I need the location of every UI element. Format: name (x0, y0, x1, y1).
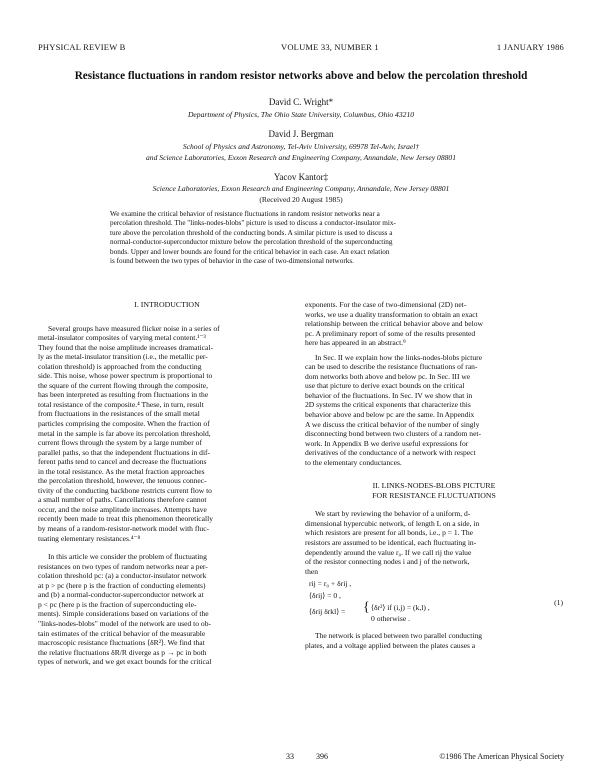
text-line: tuating elementary resistances.⁴⁻⁸ (38, 533, 141, 543)
text-line: from fluctuations in the resistances of the small metal (38, 409, 200, 419)
right-paragraph-3 (305, 509, 563, 576)
text-line: ments). Simple considerations based on variations of the (38, 609, 209, 619)
text-line: the percolation threshold, however, the tenuous connec- (38, 476, 207, 486)
text-line: dom networks both above and below pc. In Sec. III we (305, 371, 471, 381)
abstract-line: ture above the percolation threshold of the conducting bonds. A similar picture is used to discuss a (110, 228, 393, 237)
text-line: metal in the sample is far above its percolation threshold, (38, 428, 211, 438)
text-line: here has appeared in an abstract.⁹ (305, 338, 406, 348)
text-line: particles comprising the composite. When the fraction of (38, 419, 210, 429)
text-line: relationship between the critical behavior above and below (305, 319, 483, 329)
right-paragraph-4 (305, 631, 563, 650)
text-line: resistances on two types of random networks near a per- (38, 561, 208, 571)
text-line: then (305, 566, 318, 576)
text-line: by means of a random-resistor-network model with fluc- (38, 524, 210, 534)
text-line: dependently around the value r₀. If we call rij the value (305, 547, 472, 557)
received-date: (Received 20 August 1985) (259, 195, 343, 204)
text-line: has been interpreted as resulting from fluctuations in the (38, 390, 209, 400)
author-name: David C. Wright* (268, 97, 334, 107)
text-line: parallel paths, so that the independent fluctuations in dif- (38, 447, 211, 457)
text-line: tivity of the conducting backbone restricts current flow to (38, 485, 212, 495)
text-line: occur, and the noise amplitude increases. Attempts have (38, 504, 207, 514)
equation-1 (305, 579, 563, 631)
text-line: the square of the current flowing through the composite, (38, 380, 208, 390)
footer-volume: 33 (286, 752, 294, 761)
text-line: current flows through the system by a large number of (38, 438, 202, 448)
text-line: "links-nodes-blobs" model of the network are used to ob- (38, 618, 211, 628)
text-line: behavior of the fluctuations. In Sec. IV we show that in (305, 390, 473, 400)
section-heading-links-nodes-blobs-line2: FOR RESISTANCE FLUCTUATIONS (372, 490, 496, 500)
right-paragraph-1 (305, 300, 563, 348)
text-line: ferent paths tend to cancel and decrease the fluctuations (38, 457, 207, 467)
equation-number: (1) (554, 598, 563, 608)
text-line: types of network, and we get exact bounds for the critical (38, 657, 212, 667)
text-line: disconnecting bond between two clusters of a random net- (305, 429, 482, 439)
text-line: pc. A preliminary report of some of the results presented (305, 328, 476, 338)
text-line: We start by reviewing the behavior of a uniform, d- (315, 509, 471, 519)
text-line: metal-insulator composites of varying metal content.¹⁻³ (38, 333, 206, 343)
text-line: derivatives of the conductance of a network with respect (305, 448, 476, 458)
equation-line: ⟨δrij δrkl⟩ = (309, 607, 346, 617)
left-column (38, 300, 296, 667)
text-line: work. In Appendix B we derive useful expressions for (305, 438, 469, 448)
equation-case: ⟨δr²⟩ if (i,j) = (k,l) , (371, 603, 430, 613)
equation-case: 0 otherwise . (371, 614, 411, 624)
text-line: which resistors are present for all bonds, i.e., p = 1. The (305, 528, 474, 538)
abstract-line: bonds. Upper and lower bounds are found for the critical behavior in each case. An exact relation (110, 247, 390, 256)
text-line: They found that the noise amplitude increases dramatical- (38, 342, 213, 352)
text-line: to the elementary conductances. (305, 457, 402, 467)
text-line: Several groups have measured flicker noise in a series of (48, 323, 220, 333)
text-line: The network is placed between two parallel conducting (315, 631, 483, 641)
abstract (110, 210, 538, 266)
author-name: David J. Bergman (268, 129, 334, 139)
text-line: colation threshold) is approached from the conducting (38, 361, 202, 371)
section-heading-links-nodes-blobs: II. LINKS-NODES-BLOBS PICTURE (372, 481, 496, 491)
text-line: macroscopic resistance fluctuations ⟨δR²⟩. We find that (38, 638, 205, 648)
footer-page-number: 396 (316, 752, 328, 761)
text-line: of the resistor connecting nodes i and j of the network, (305, 557, 470, 567)
abstract-line: is found between the two types of behavior in the case of two-dimensional networks. (110, 257, 354, 266)
text-line: plates, and a voltage applied between the plates causes a (305, 640, 476, 650)
text-line: In Sec. II we explain how the links-nodes-blobs picture (315, 352, 483, 362)
text-line: 2D systems the critical exponents that characterize this (305, 400, 471, 410)
author-name: Yacov Kantor‡ (273, 172, 329, 182)
text-line: colation threshold pc: (a) a conductor-insulator network (38, 571, 207, 581)
volume-number: VOLUME 33, NUMBER 1 (281, 42, 379, 52)
author-affiliation: Department of Physics, The Ohio State University, Columbus, Ohio 43210 (187, 110, 415, 119)
text-line: recently been made to treat this phenomenon theoretically (38, 514, 213, 524)
text-line: In this article we consider the problem of fluctuating (48, 552, 207, 562)
text-line: can be used to describe the resistance fluctuations of ran- (305, 362, 478, 372)
issue-date: 1 JANUARY 1986 (496, 42, 564, 52)
equation-line: rij = r₀ + δrij , (309, 579, 352, 589)
section-heading-introduction: I. INTRODUCTION (134, 300, 200, 309)
author-affiliation: and Science Laboratories, Exxon Research and Engineering Company, Annandale, New Jersey 08801 (145, 153, 457, 162)
text-line: p < pc (here p is the fraction of superconducting ele- (38, 599, 197, 609)
text-line: A we discuss the critical behavior of the number of singly (305, 419, 480, 429)
text-line: resistors are assumed to be identical, each fluctuating in- (305, 538, 477, 548)
author-affiliation: Science Laboratories, Exxon Research and Engineering Company, Annandale, New Jersey 08801 (152, 184, 450, 193)
abstract-line: percolation threshold. The "links-nodes-blobs" picture is used to discuss a conductor-insulator mix- (110, 219, 396, 228)
text-line: ly as the metal-insulator transition (i.e., the metallic per- (38, 352, 208, 362)
text-line: tain estimates of the critical behavior of the measurable (38, 628, 206, 638)
right-paragraph-2 (305, 353, 563, 468)
equation-line: ⟨δrij⟩ = 0 , (309, 591, 341, 601)
text-line: in the total resistance. As the metal fraction approaches (38, 466, 205, 476)
author-affiliation: School of Physics and Astronomy, Tel-Aviv University, 69978 Tel-Aviv, Israel† (182, 142, 420, 151)
article-title: Resistance fluctuations in random resistor networks above and below the percolation threshold (74, 70, 528, 82)
abstract-line: normal-conductor-superconductor mixture below the percolation threshold of the superconducting (110, 238, 393, 247)
text-line: behavior above and below pc are the same. In Appendix (305, 410, 475, 420)
intro-paragraph-1 (38, 324, 296, 544)
intro-paragraph-2 (38, 552, 296, 667)
brace-icon: { (363, 600, 370, 616)
text-line: at p > pc (here p is the fraction of conducting elements) (38, 580, 206, 590)
journal-name: PHYSICAL REVIEW B (38, 42, 126, 52)
running-header (38, 42, 564, 54)
text-line: total resistance of the composite.⁴ These, in turn, result (38, 399, 204, 409)
text-line: the relative fluctuations δR/R diverge as p → pc in both (38, 647, 207, 657)
text-line: side. This noise, whose power spectrum is proportional to (38, 371, 213, 381)
text-line: a small number of paths. Cancellations therefore cannot (38, 495, 207, 505)
footer-copyright: ©1986 The American Physical Society (439, 752, 564, 761)
text-line: and (b) a normal-conductor-superconductor network at (38, 590, 204, 600)
right-column (305, 300, 563, 650)
text-line: dimensional hypercubic network, of length L on a side, in (305, 518, 480, 528)
text-line: exponents. For the case of two-dimensional (2D) net- (305, 300, 467, 309)
text-line: use that picture to derive exact bounds on the critical (305, 381, 465, 391)
abstract-line: We examine the critical behavior of resistance fluctuations in random resistor networks near a (110, 210, 380, 218)
text-line: works, we use a duality transformation to obtain an exact (305, 309, 478, 319)
